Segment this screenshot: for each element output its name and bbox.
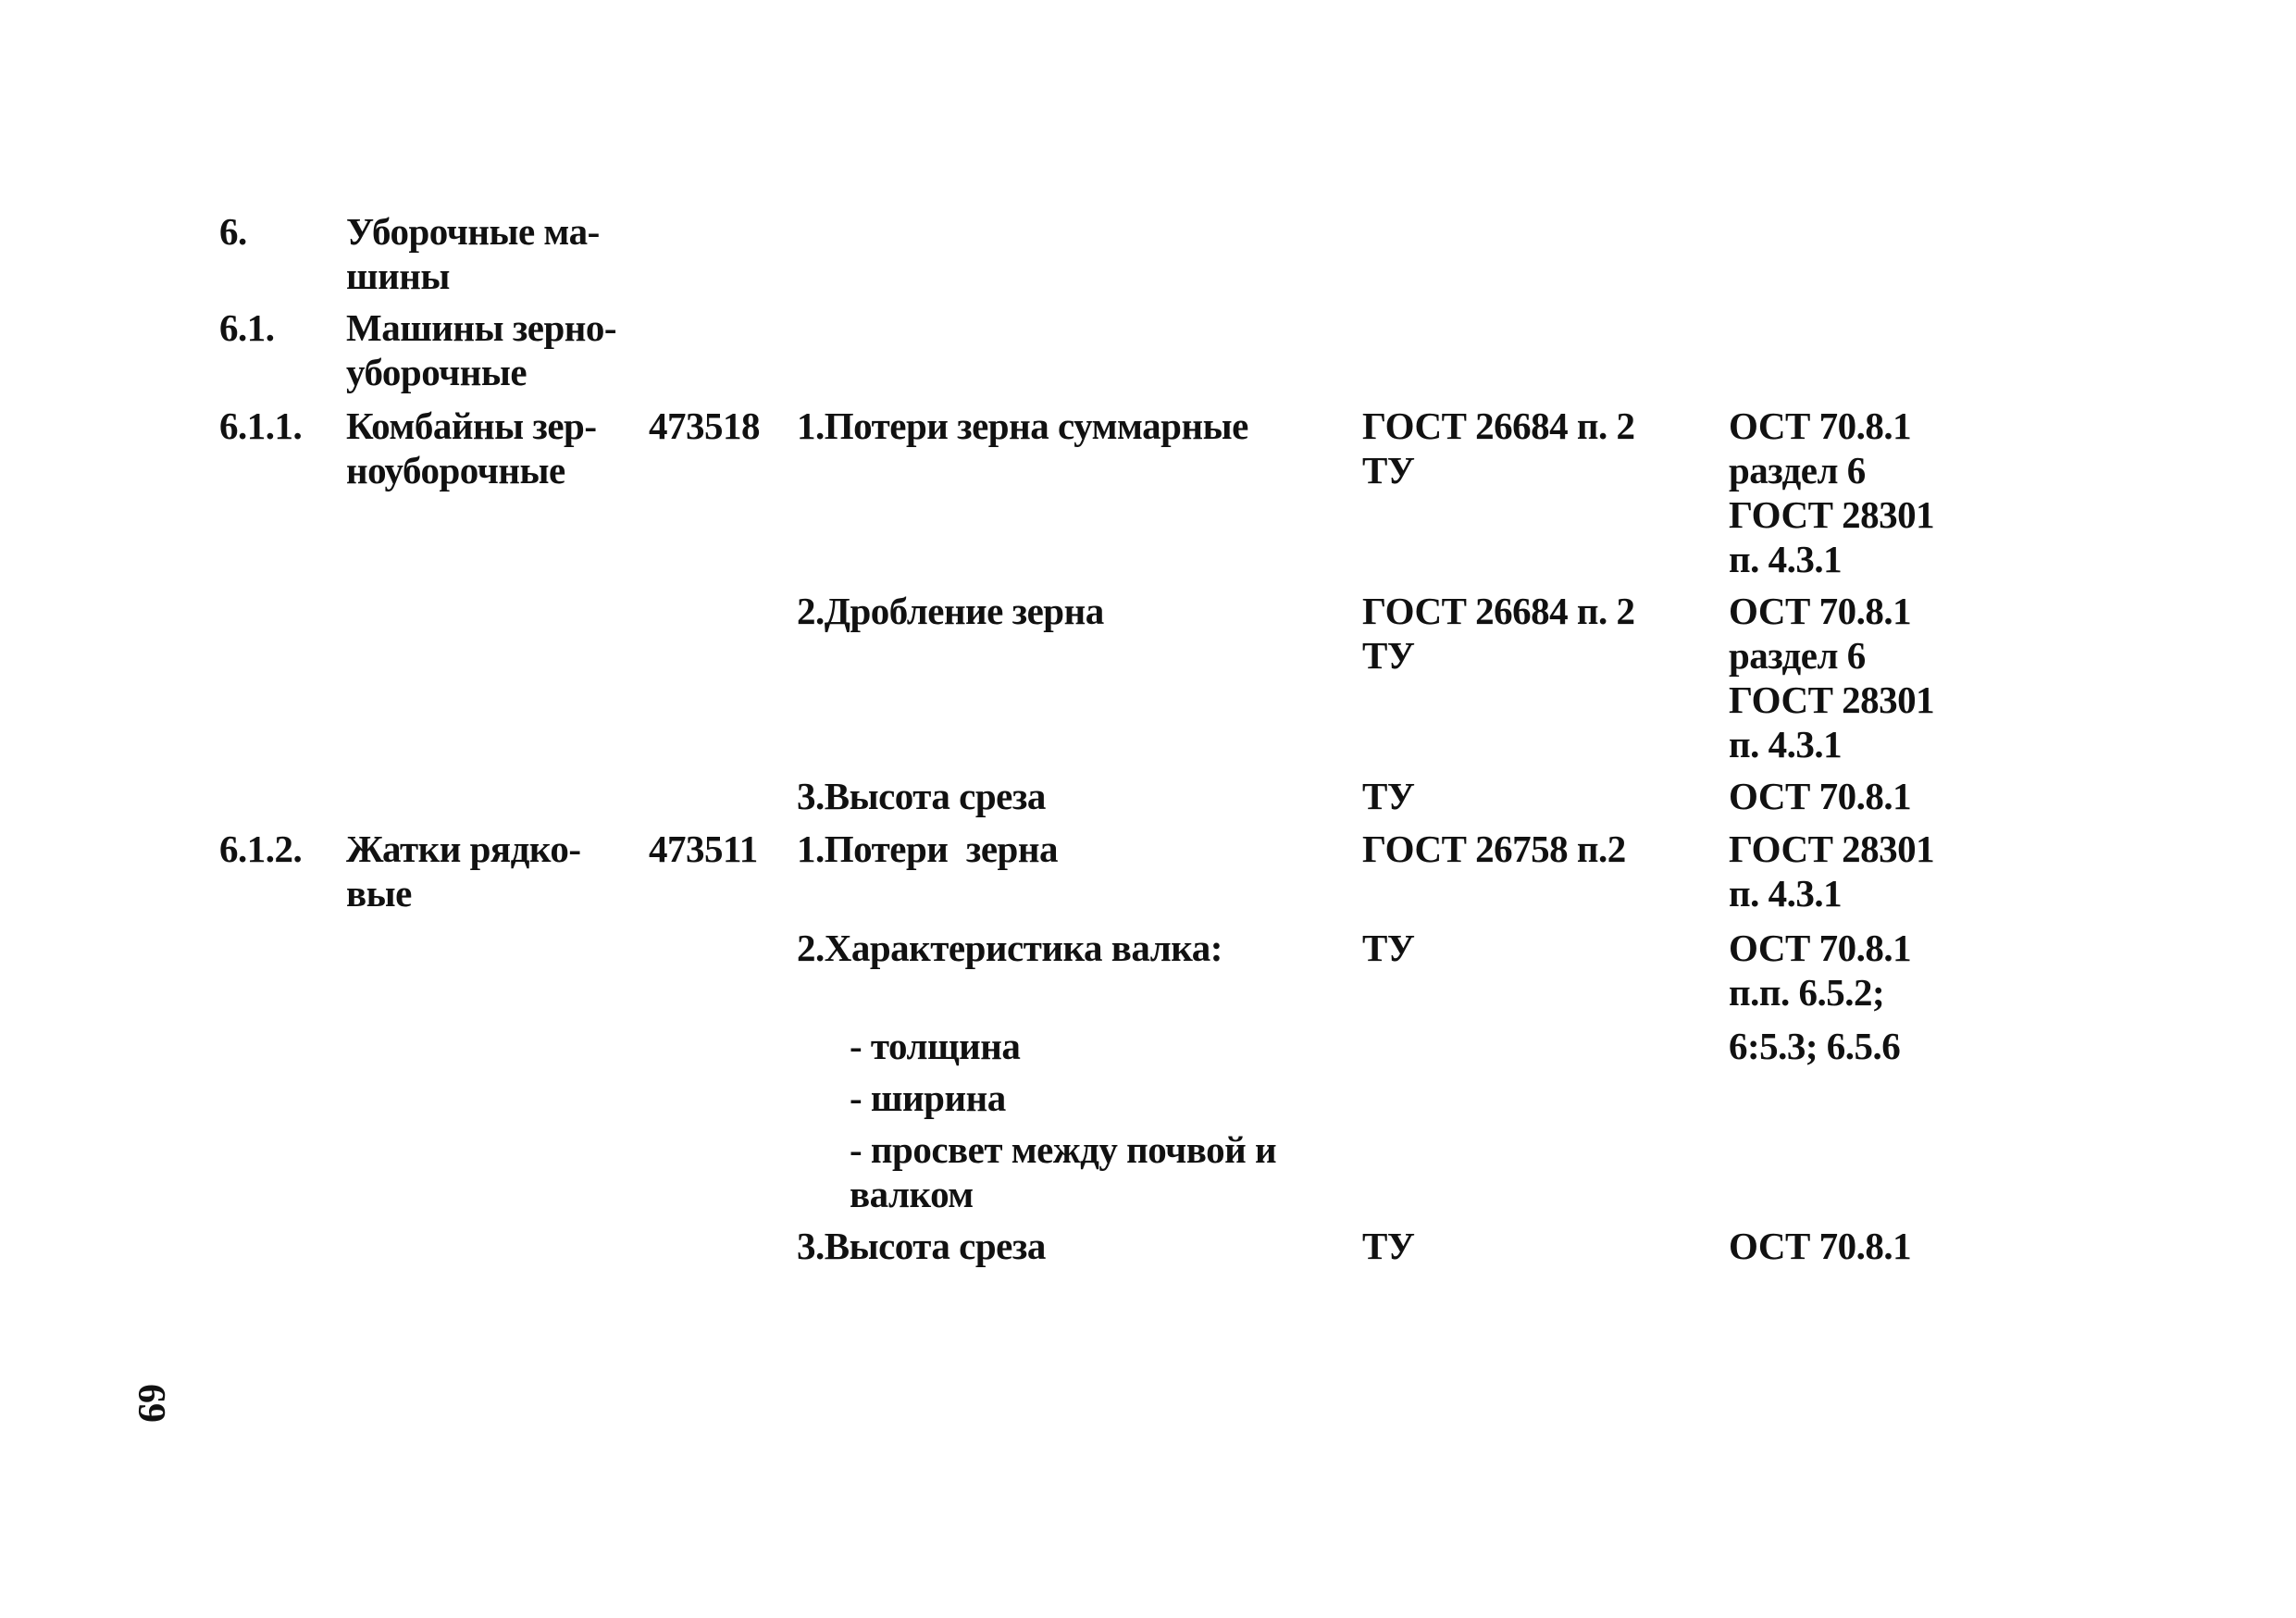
section-title-line: шины — [346, 255, 450, 297]
method-reference: ГОСТ 28301 — [1729, 678, 1935, 721]
section-title-line: вые — [346, 872, 412, 915]
method-reference: раздел 6 — [1729, 634, 1866, 677]
method-reference: ОСТ 70.8.1 — [1729, 404, 1912, 447]
sub-parameter: - просвет между почвой и — [850, 1128, 1277, 1171]
section-title-line: уборочные — [346, 351, 527, 393]
parameter-label: 3.Высота среза — [797, 775, 1046, 817]
norm-reference: ТУ — [1362, 634, 1415, 677]
norm-reference: ГОСТ 26684 п. 2 — [1362, 590, 1635, 632]
sub-parameter: валком — [850, 1173, 974, 1215]
parameter-label: 2.Характеристика валка: — [797, 927, 1222, 969]
sub-parameter: - ширина — [850, 1077, 1006, 1119]
section-number: 6.1.1. — [219, 404, 303, 447]
sub-parameter: - толщина — [850, 1025, 1021, 1067]
method-reference: ОСТ 70.8.1 — [1729, 775, 1912, 817]
method-reference: ОСТ 70.8.1 — [1729, 927, 1912, 969]
product-code: 473511 — [649, 828, 758, 870]
norm-reference: ТУ — [1362, 449, 1415, 492]
norm-reference: ГОСТ 26684 п. 2 — [1362, 404, 1635, 447]
method-reference: п.п. 6.5.2; — [1729, 971, 1885, 1014]
norm-reference: ТУ — [1362, 1225, 1415, 1267]
method-reference: ГОСТ 28301 — [1729, 493, 1935, 536]
parameter-label: 2.Дробление зерна — [797, 590, 1104, 632]
section-title-line: Уборочные ма- — [346, 210, 600, 253]
section-number: 6. — [219, 210, 247, 253]
product-code: 473518 — [649, 404, 760, 447]
method-reference: раздел 6 — [1729, 449, 1866, 492]
section-title-line: ноуборочные — [346, 449, 565, 492]
method-reference: ОСТ 70.8.1 — [1729, 1225, 1912, 1267]
page-number: 69 — [130, 1384, 172, 1423]
section-title-line: Жатки рядко- — [346, 828, 581, 870]
norm-reference: ГОСТ 26758 п.2 — [1362, 828, 1626, 870]
section-title-line: Комбайны зер- — [346, 404, 597, 447]
parameter-label: 3.Высота среза — [797, 1225, 1046, 1267]
norm-reference: ТУ — [1362, 927, 1415, 969]
method-reference: ГОСТ 28301 — [1729, 828, 1935, 870]
section-number: 6.1.2. — [219, 828, 303, 870]
method-reference: ОСТ 70.8.1 — [1729, 590, 1912, 632]
method-reference: п. 4.3.1 — [1729, 872, 1843, 915]
parameter-label: 1.Потери зерна суммарные — [797, 404, 1248, 447]
section-number: 6.1. — [219, 306, 275, 349]
method-reference: 6:5.3; 6.5.6 — [1729, 1025, 1901, 1067]
method-reference: п. 4.3.1 — [1729, 723, 1843, 765]
parameter-label: 1.Потери зерна — [797, 828, 1058, 870]
section-title-line: Машины зерно- — [346, 306, 617, 349]
method-reference: п. 4.3.1 — [1729, 538, 1843, 580]
norm-reference: ТУ — [1362, 775, 1415, 817]
